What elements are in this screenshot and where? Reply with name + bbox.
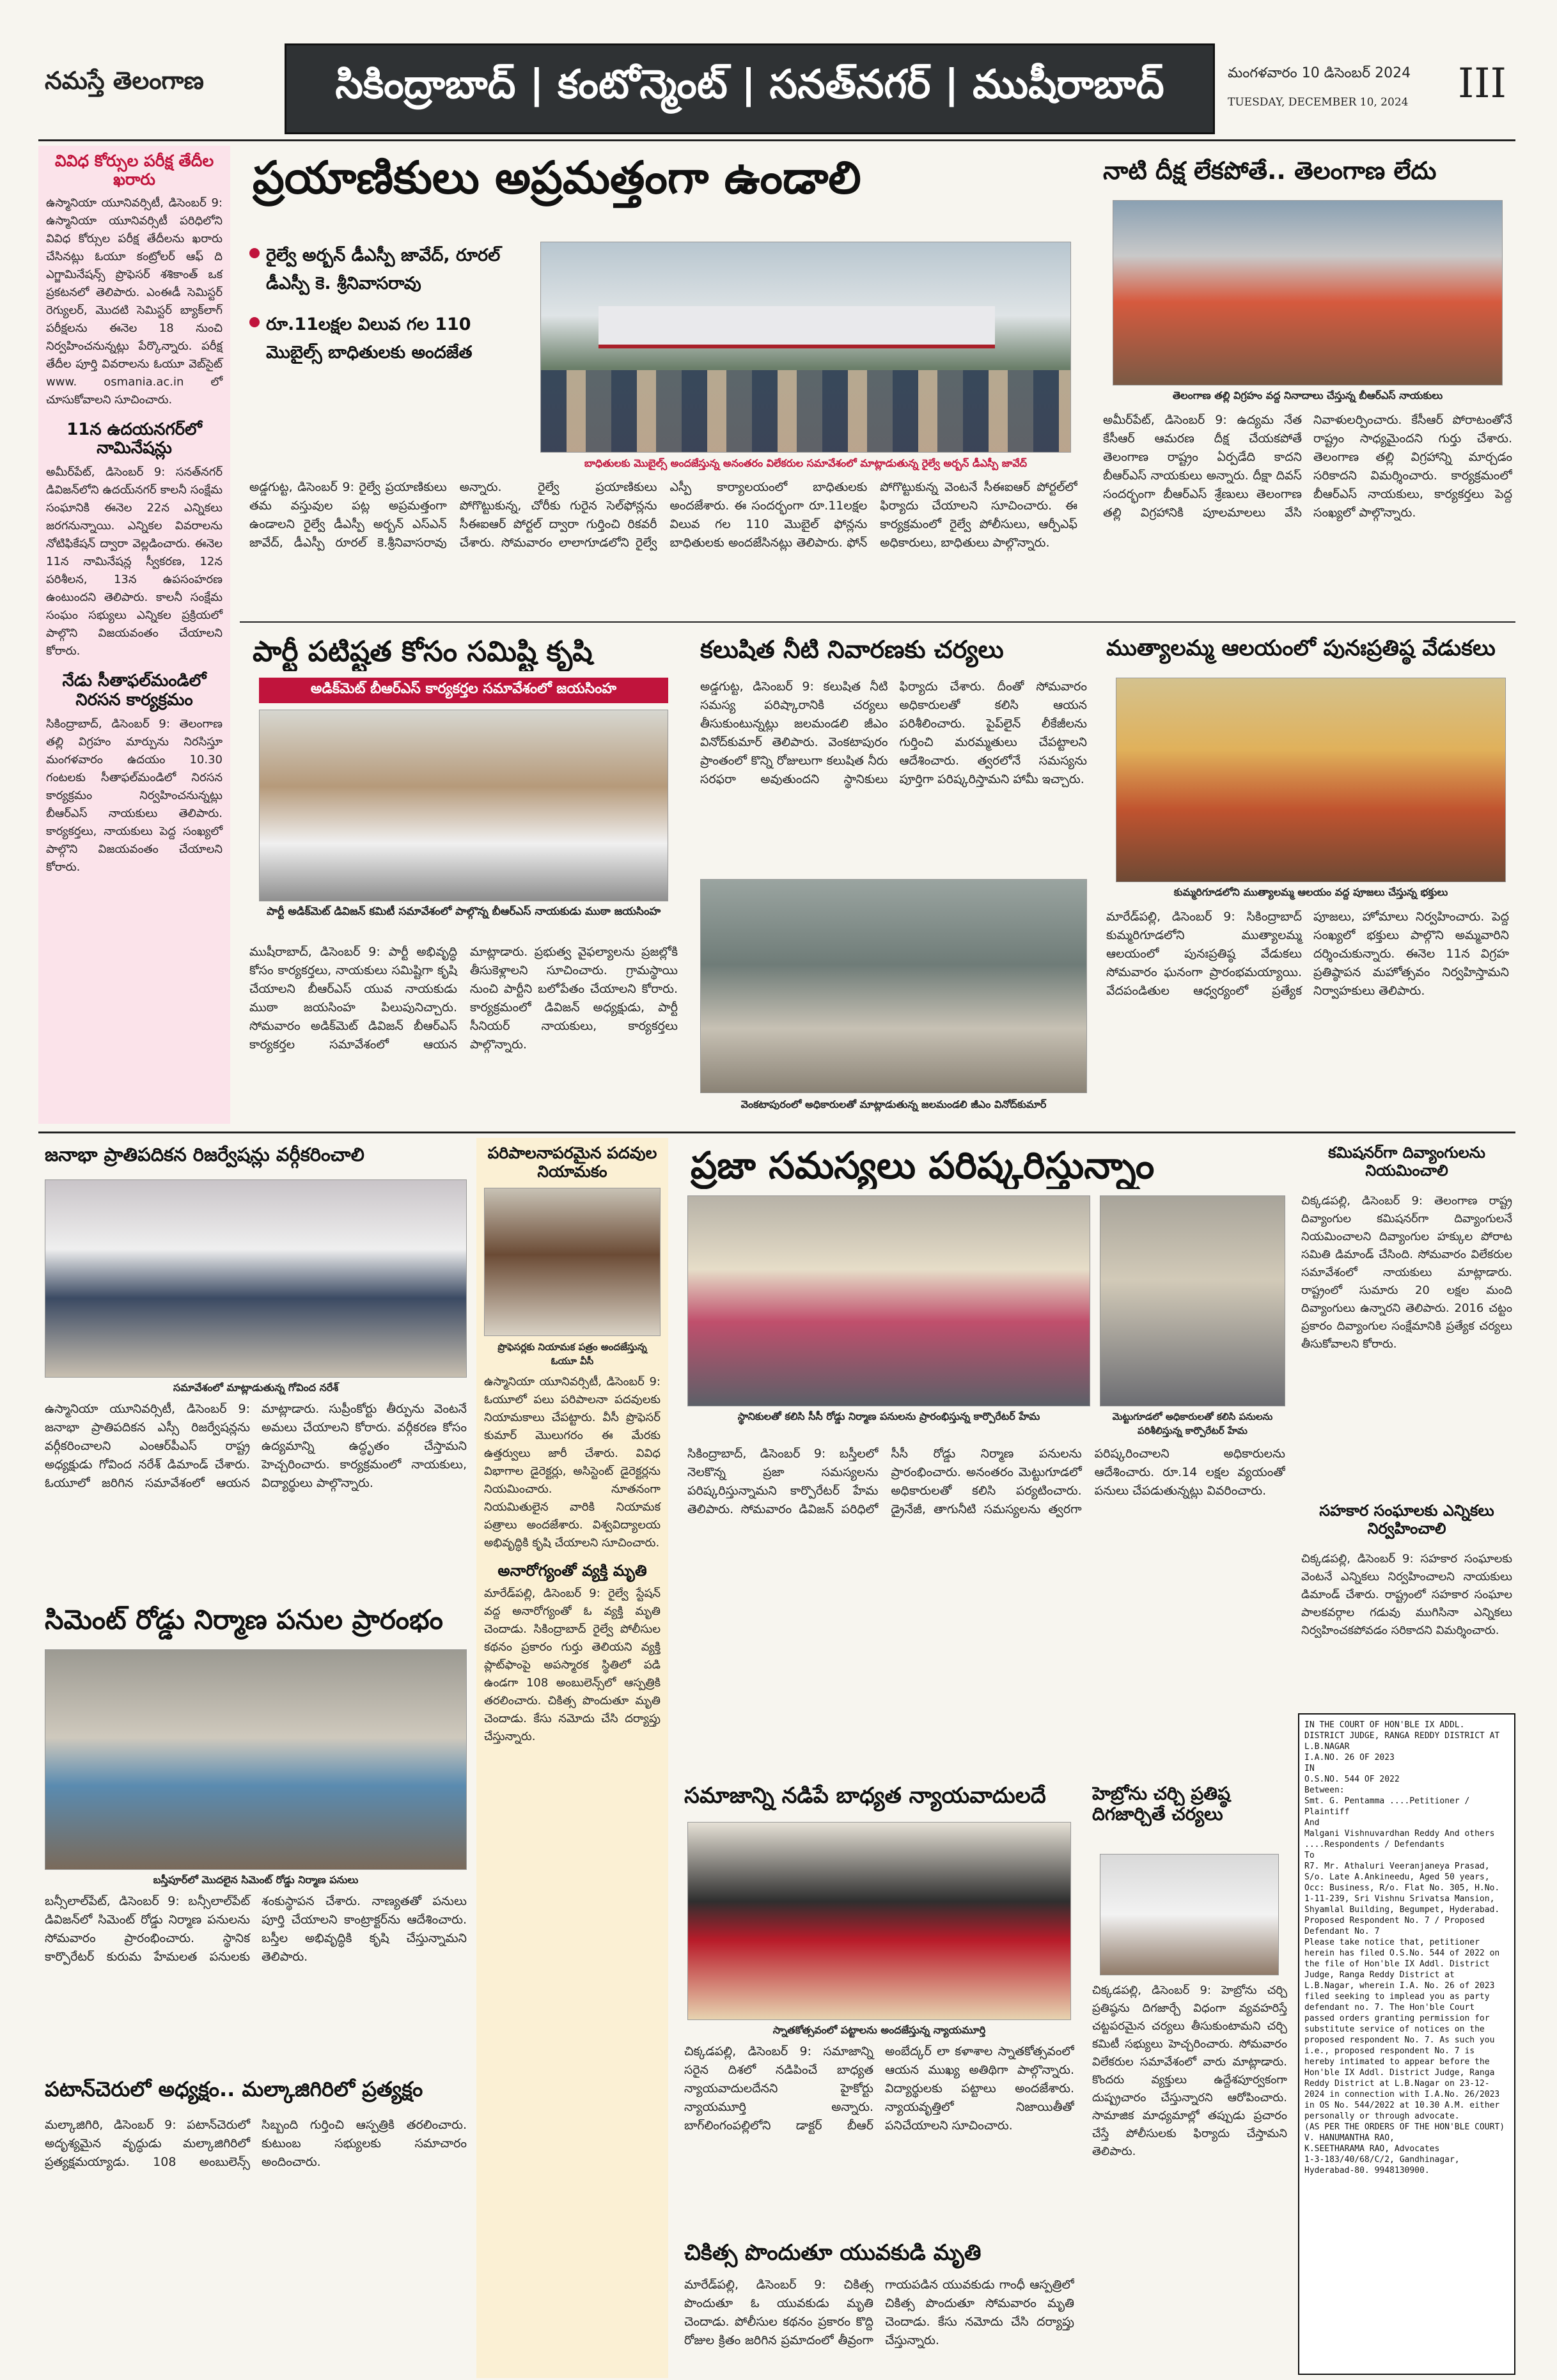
region-banner (285, 43, 1215, 134)
legal-notice-text: IN THE COURT OF HON'BLE IX ADDL. DISTRICT JUDGE, RANGA REDDY DISTRICT AT L.B.NAGAR I.A.NO. 26 OF 2023 IN O.S.NO. 544 OF 2022 Between: Smt. G. Pentamma ....Petitioner / Plaintiff And Malgani Vishnuvardhan Reddy And others ....Respondents / Defendants To R7. Mr. Athaluri Veeranjaneya Prasad, S/o. Late A.Ankineedu, Aged 50 years, Occ: Business, R/o. Flat No. 305, H.No. 1-11-239, Sri Vishnu Srivatsa Mansion, Shyamlal Building, Begumpet, Hyderabad. Proposed Respondent No. 7 / Proposed Defendant No. 7 Please take notice that, petitioner herein has filed O.S.No. 544 of 2022 on the file of Hon'ble IX Addl. District Judge, Ranga Reddy District at L.B.Nagar, wherein I.A. No. 26 of 2023 filed seeking to implead you as party defendant no. 7. The Hon'ble Court passed orders granting permission for substitute service of notices on the proposed respondent No. 7. As such you i.e., proposed respondent No. 7 is hereby intimated to appear before the Hon'ble IX Addl. District Judge, Ranga Reddy District at L.B.Nagar on 23-12-2024 in connection with I.A.No. 26/2023 in OS No. 544/2022 at 10.30 A.M. either personally or through advocate. (AS PER THE ORDERS OF THE HON'BLE COURT) V. HANUMANTHA RAO, K.SEETHARAMA RAO, Advocates 1-3-183/40/68/C/2, Gandhinagar, Hyderabad-80. 9948130900. (1304, 1720, 1505, 2175)
date-english: TUESDAY, DECEMBER 10, 2024 (1228, 96, 1409, 109)
party-story (240, 630, 687, 1125)
date-telugu: మంగళవారం 10 డిసెంబర్ 2024 (1228, 65, 1411, 81)
party-caption: పార్టీ అడిక్‌మెట్ డివిజన్ కమిటీ సమావేశంలో పాల్గొన్న బీఆర్‌ఎస్ నాయకుడు ముఠా జయసింహ (266, 905, 661, 918)
lead-bullets (249, 242, 531, 433)
left-column-briefs (38, 146, 230, 1124)
party-sub-text: అడిక్‌మెట్ బీఆర్‌ఎస్ కార్యకర్తల సమావేశంలో జయసింహ (310, 681, 617, 697)
posts-caption: ప్రొఫెసర్లకు నియామక పత్రం అందజేస్తున్న ఓయూ వీసీ (497, 1341, 647, 1367)
party-headline: పార్టీ పటిష్టత కోసం సమిష్టి కృషి (253, 636, 593, 668)
youth-death-headline: చికిత్స పొందుతూ యువకుడి మృతి (684, 2241, 982, 2266)
people-caption-2: మెట్టుగూడలో అధికారులతో కలిసి పనులను పరిశీలిస్తున్న కార్పొరేటర్ హేమ (1112, 1411, 1273, 1436)
brief-body-exams: ఉస్మానియా యూనివర్సిటీ, డిసెంబర్ 9: ఉస్మానియా యూనివర్సిటీ పరిధిలోని వివిధ కోర్సుల పరీక్ష తేదీలను ఖరారు చేసినట్లు ఓయూ కంట్రోలర్ ఆఫ్ ది ఎగ్జామినేషన్స్ ప్రొఫెసర్ శశికాంత్ ఒక ప్రకటనలో తెలిపారు. ఎంఈడీ సెమిస్టర్ రెగ్యులర్, మొదటి సెమిస్టర్ బ్యాక్‌లాగ్ పరీక్షలను ఈనెల 18 నుంచి నిర్వహించనున్నట్లు పేర్కొన్నారు. పరీక్ష తేదీల పూర్తి వివరాలను ఓయూ వెబ్‌సైట్ www. osmania.ac.in లో చూసుకోవాలని సూచించారు. (46, 196, 223, 407)
lawyer-photo (687, 1822, 1071, 2020)
bullet-icon (249, 317, 260, 327)
lead-body: అడ్డగుట్ట, డిసెంబర్ 9: రైల్వే ప్రయాణికులు తమ వస్తువుల పట్ల అప్రమత్తంగా ఉండాలని రైల్వే డీఎస్పీ అర్బన్ ఎస్ఎన్ జావేద్, డీఎస్పీ రూరల్ కె.శ్రీనివాసరావు అన్నారు. రైల్వే ప్రయాణికులు పోగొట్టుకున్న, చోరీకు గురైన సెల్‌ఫోన్లను సీఈఐఆర్ పోర్టల్ ద్వారా గుర్తించి రికవరీ చేశారు. సోమవారం లాలాగూడలోని రైల్వే ఎస్పీ కార్యాలయంలో బాధితులకు అందజేశారు. ఈ సందర్భంగా రూ.11లక్షల విలువ గల 110 మొబైల్ ఫోన్లను బాధితులకు అందజేసినట్లు తెలిపారు. ఫోన్ పోగొట్టుకున్న వెంటనే సీఈఐఆర్ పోర్టల్‌లో ఫిర్యాదు చేయాలని సూచించారు. ఈ కార్యక్రమంలో రైల్వే పోలీసులు, ఆర్పీఎఫ్ అధికారులు, బాధితులు పాల్గొన్నారు. (249, 480, 1077, 550)
reservations-body: ఉస్మానియా యూనివర్సిటీ, డిసెంబర్ 9: జనాభా ప్రాతిపదికన ఎస్సీ రిజర్వేషన్లను వర్గీకరించాలని ఎంఆర్‌పీఎస్ రాష్ట్ర అధ్యక్షుడు గోవింద నరేశ్ డిమాండ్ చేశారు. ఓయూలో జరిగిన సమావేశంలో ఆయన మాట్లాడారు. సుప్రీంకోర్టు తీర్పును వెంటనే అమలు చేయాలని కోరారు. వర్గీకరణ కోసం ఉద్యమాన్ని ఉద్ధృతం చేస్తామని హెచ్చరించారు. కార్యక్రమంలో నాయకులు, విద్యార్థులు పాల్గొన్నారు. (45, 1402, 467, 1490)
deeksha-headline: నాటి దీక్ష లేకపోతే.. తెలంగాణ లేదు (1103, 157, 1437, 185)
temple-body: మారేడ్‌పల్లి, డిసెంబర్ 9: సికింద్రాబాద్ కుమ్మరిగూడలోని ముత్యాలమ్మ ఆలయంలో పునఃప్రతిష్ఠ వేడుకలు సోమవారం ఘనంగా ప్రారంభమయ్యాయి. వేదపండితుల ఆధ్వర్యంలో ప్రత్యేక పూజలు, హోమాలు నిర్వహించారు. పెద్ద సంఖ్యలో భక్తులు పాల్గొని అమ్మవారిని దర్శించుకున్నారు. ఈనెల 11న విగ్రహ ప్రతిష్ఠాపన మహోత్సవం నిర్వహిస్తామని నిర్వాహకులు తెలిపారు. (1106, 910, 1509, 998)
water-story (694, 630, 1093, 1125)
church-headline: హెబ్రోను చర్చి ప్రతిష్ఠ దిగజార్చితే చర్యలు (1092, 1784, 1230, 1825)
lawyer-headline: సమాజాన్ని నడిపే బాధ్యత న్యాయవాదులదే (684, 1784, 1046, 1808)
legal-notice (1298, 1713, 1515, 2375)
missing-found-body: మల్కాజిగిరి, డిసెంబర్ 9: పటాన్‌చెరులో అదృశ్యమైన వృద్ధుడు మల్కాజిగిరిలో ప్రత్యక్షమయ్యాడు. 108 అంబులెన్స్ సిబ్బంది గుర్తించి ఆస్పత్రికి తరలించారు. కుటుంబ సభ్యులకు సమాచారం అందించారు. (45, 2118, 467, 2169)
lead-bullet-1: రైల్వే అర్బన్ డీఎస్పీ జావేద్, రూరల్ డీఎస్పీ కె. శ్రీనివాసరావు (266, 245, 501, 293)
lead-photo (540, 242, 1071, 453)
cement-road-body: బన్సీలాల్‌పేట్, డిసెంబర్ 9: బన్సీలాల్‌పేట్ డివిజన్‌లో సిమెంట్ రోడ్డు నిర్మాణ పనులను సోమవారం ప్రారంభించారు. స్థానిక కార్పొరేటర్ కురుమ హేమలత పనులకు శంకుస్థాపన చేశారు. నాణ్యతతో పనులు పూర్తి చేయాలని కాంట్రాక్టర్‌ను ఆదేశించారు. బస్తీల అభివృద్ధికి కృషి చేస్తున్నామని తెలిపారు. (45, 1894, 467, 1964)
cement-road-headline: సిమెంట్ రోడ్డు నిర్మాణ పనుల ప్రారంభం (45, 1605, 443, 1635)
brief-body-protest: సికింద్రాబాద్, డిసెంబర్ 9: తెలంగాణ తల్లి విగ్రహం మార్పును నిరసిస్తూ మంగళవారం ఉదయం 10.30 గంటలకు సీతాఫల్‌మండిలో నిరసన కార్యక్రమం నిర్వహించనున్నట్లు బీఆర్‌ఎస్ నాయకులు తెలిపారు. కార్యకర్తలు, నాయకులు పెద్ద సంఖ్యలో పాల్గొని విజయవంతం చేయాలని కోరారు. (46, 717, 223, 875)
youth-death-body: మారేడ్‌పల్లి, డిసెంబర్ 9: చికిత్స పొందుతూ ఓ యువకుడు మృతి చెందాడు. పోలీసుల కథనం ప్రకారం కొద్ది రోజుల క్రితం జరిగిన ప్రమాదంలో తీవ్రంగా గాయపడిన యువకుడు గాంధీ ఆస్పత్రిలో చికిత్స పొందుతూ సోమవారం మృతి చెందాడు. కేసు నమోదు చేసి దర్యాప్తు చేస్తున్నారు. (684, 2278, 1074, 2347)
lawyer-body: చిక్కడపల్లి, డిసెంబర్ 9: సమాజాన్ని సరైన దిశలో నడిపించే బాధ్యత న్యాయవాదులదేనని హైకోర్టు న్యాయమూర్తి అన్నారు. బాగ్‌లింగంపల్లిలోని డాక్టర్ బీఆర్ అంబేద్కర్ లా కళాశాల స్నాతకోత్సవంలో ఆయన ముఖ్య అతిథిగా పాల్గొన్నారు. విద్యార్థులకు పట్టాలు అందజేశారు. న్యాయవృత్తిలో నిజాయితీతో పనిచేయాలని సూచించారు. (684, 2044, 1074, 2133)
temple-photo (1116, 678, 1506, 882)
brief-heading-nominations: 11న ఉదయనగర్‌లో నామినేషన్లు (67, 419, 202, 458)
temple-caption: కుమ్మరిగూడలోని ముత్యాలమ్మ ఆలయం వద్ద పూజలు చేస్తున్న భక్తులు (1173, 886, 1448, 898)
section-rule (38, 1132, 1515, 1133)
party-photo (259, 710, 668, 901)
brief-heading-protest: నేడు సీతాఫల్‌మండిలో నిరసన కార్యక్రమం (62, 671, 207, 710)
lead-photo-caption: బాధితులకు మొబైల్స్ అందజేస్తున్న అనంతరం విలేకరుల సమావేశంలో మాట్లాడుతున్న రైల్వే అర్బన్ డీఎస్పీ జావేద్ (584, 457, 1028, 469)
masthead-rule (38, 139, 1515, 141)
people-photo-1 (687, 1195, 1090, 1406)
brief-heading-exams: వివిధ కోర్సుల పరీక్ష తేదీల ఖరారు (54, 152, 214, 189)
brand-logo (45, 66, 285, 111)
lawyer-story (678, 1777, 1081, 2378)
church-body: చిక్కడపల్లి, డిసెంబర్ 9: హెబ్రోను చర్చి ప్రతిష్ఠను దిగజార్చే విధంగా వ్యవహరిస్తే చట్టపరమైన చర్యలు తీసుకుంటామని చర్చి కమిటీ సభ్యులు హెచ్చరించారు. సోమవారం విలేకరుల సమావేశంలో వారు మాట్లాడారు. కొందరు వ్యక్తులు ఉద్దేశపూర్వకంగా దుష్ప్రచారం చేస్తున్నారని ఆరోపించారు. సామాజిక మాధ్యమాల్లో తప్పుడు ప్రచారం చేస్తే పోలీసులకు ఫిర్యాదు చేస్తామని తెలిపారు. (1092, 1984, 1287, 2158)
commissioner-headline: కమిషనర్‌గా దివ్యాంగులను నియమించాలి (1328, 1144, 1485, 1179)
missing-found-headline: పటాన్‌చెరులో అధ్యక్షం.. మల్కాజిగిరిలో ప్రత్యక్షం (45, 2078, 423, 2101)
deeksha-body: అమీర్‌పేట్, డిసెంబర్ 9: ఉద్యమ నేత కేసీఆర్ ఆమరణ దీక్ష చేయకపోతే తెలంగాణ రాష్ట్రం ఏర్పడేది కాదని బీఆర్‌ఎస్ నాయకులు అన్నారు. దీక్షా దివస్ సందర్భంగా బీఆర్‌ఎస్ శ్రేణులు తెలంగాణ తల్లి విగ్రహానికి పూలమాలలు వేసి నివాళులర్పించారు. కేసీఆర్ పోరాటంతోనే రాష్ట్రం సాధ్యమైందని గుర్తు చేశారు. తెలంగాణ తల్లి విగ్రహాన్ని మార్చడం సరికాదని విమర్శించారు. కార్యక్రమంలో బీఆర్‌ఎస్ నాయకులు, కార్యకర్తలు పెద్ద సంఖ్యలో పాల్గొన్నారు. (1103, 413, 1512, 520)
cement-road-photo (45, 1649, 467, 1870)
bullet-icon (249, 248, 260, 258)
posts-column (476, 1138, 668, 2378)
church-photo (1100, 1854, 1279, 1975)
page-number: III (1458, 60, 1506, 107)
deeksha-photo (1113, 200, 1503, 385)
temple-story (1100, 630, 1515, 1125)
people-photo-2 (1100, 1195, 1285, 1406)
brief-body-nominations: అమీర్‌పేట్, డిసెంబర్ 9: సనత్‌నగర్ డివిజన్‌లోని ఉదయ్‌నగర్ కాలనీ సంక్షేమ సంఘానికి ఈనెల 22న ఎన్నికలు జరగనున్నాయి. ఎన్నికల వివరాలను నోటిఫికేషన్ ద్వారా వెల్లడించారు. ఈనెల 11న నామినేషన్ల స్వీకరణ, 12న పరిశీలన, 13న ఉపసంహరణ ఉంటుందని తెలిపారు. కాలనీ సంక్షేమ సంఘం సభ్యులు ఎన్నికల ప్రక్రియలో పాల్గొని విజయవంతం చేయాలని కోరారు. (46, 465, 223, 658)
date-block (1228, 65, 1445, 123)
party-body: ముషీరాబాద్, డిసెంబర్ 9: పార్టీ అభివృద్ధి కోసం కార్యకర్తలు, నాయకులు సమిష్టిగా కృషి చేయాలని బీఆర్‌ఎస్ యువ నాయకుడు ముఠా జయసింహ పిలుపునిచ్చారు. సోమవారం అడిక్‌మెట్ డివిజన్ బీఆర్‌ఎస్ కార్యకర్తల సమావేశంలో ఆయన మాట్లాడారు. ప్రభుత్వ వైఫల్యాలను ప్రజల్లోకి తీసుకెళ్లాలని సూచించారు. గ్రామస్థాయి నుంచి పార్టీని బలోపేతం చేయాలని కోరారు. కార్యక్రమంలో డివిజన్ అధ్యక్షుడు, పార్టీ సీనియర్ నాయకులు, కార్యకర్తలు పాల్గొన్నారు. (249, 945, 678, 1052)
reservations-caption: సమావేశంలో మాట్లాడుతున్న గోవింద నరేశ్ (173, 1381, 339, 1394)
brand-name: నమస్తే తెలంగాణ (45, 66, 204, 95)
water-body: అడ్డగుట్ట, డిసెంబర్ 9: కలుషిత నీటి సమస్య పరిష్కారానికి చర్యలు తీసుకుంటున్నట్లు జలమండలి జీఎం వినోద్‌కుమార్ తెలిపారు. వెంకటాపురం ప్రాంతంలో కొన్ని రోజులుగా కలుషిత నీరు సరఫరా అవుతుందని స్థానికులు ఫిర్యాదు చేశారు. దీంతో సోమవారం అధికారులతో కలిసి ఆయన పరిశీలించారు. పైప్‌లైన్ లీకేజీలను గుర్తించి మరమ్మతులు చేపట్టాలని ఆదేశించారు. త్వరలోనే సమస్యను పూర్తిగా పరిష్కరిస్తామని హామీ ఇచ్చారు. (700, 680, 1087, 786)
reservations-photo (45, 1179, 467, 1378)
commissioner-body: చిక్కడపల్లి, డిసెంబర్ 9: తెలంగాణ రాష్ట్ర దివ్యాంగుల కమిషనర్‌గా దివ్యాంగులనే నియమించాలని దివ్యాంగుల హక్కుల పోరాట సమితి డిమాండ్ చేసింది. సోమవారం విలేకరుల సమావేశంలో నాయకులు మాట్లాడారు. రాష్ట్రంలో సుమారు 20 లక్షల మంది దివ్యాంగులు ఉన్నారని తెలిపారు. 2016 చట్టం ప్రకారం దివ్యాంగుల సంక్షేమానికి ప్రత్యేక చర్యలు తీసుకోవాలని కోరారు. (1301, 1194, 1512, 1351)
illness-death-headline: అనారోగ్యంతో వ్యక్తి మృతి (497, 1561, 647, 1580)
lead-bullet-2: రూ.11లక్షల విలువ గల 110 మొబైల్స్ బాధితులకు అందజేత (266, 315, 473, 362)
people-headline: ప్రజా సమస్యలు పరిష్కరిస్తున్నాం (691, 1144, 1155, 1187)
section-rule (240, 621, 1515, 623)
deeksha-caption: తెలంగాణ తల్లి విగ్రహం వద్ద నినాదాలు చేస్తున్న బీఆర్‌ఎస్ నాయకులు (1172, 389, 1443, 401)
people-body: సికింద్రాబాద్, డిసెంబర్ 9: బస్తీలలో నెలకొన్న ప్రజా సమస్యలను పరిష్కరిస్తున్నామని కార్పొరేటర్ హేమ తెలిపారు. సోమవారం డివిజన్ పరిధిలో సీసీ రోడ్డు నిర్మాణ పనులను ప్రారంభించారు. అనంతరం మెట్టుగూడలో అధికారులతో కలిసి పర్యటించారు. డ్రైనేజీ, తాగునీటి సమస్యలను త్వరగా పరిష్కరించాలని అధికారులను ఆదేశించారు. రూ.14 లక్షల వ్యయంతో పనులు చేపడుతున్నట్లు వివరించారు. (687, 1447, 1285, 1516)
posts-photo (484, 1188, 661, 1336)
right-story-deeksha (1097, 146, 1515, 619)
cooperative-body: చిక్కడపల్లి, డిసెంబర్ 9: సహకార సంఘాలకు వెంటనే ఎన్నికలు నిర్వహించాలని నాయకులు డిమాండ్ చేశారు. రాష్ట్రంలో సహకార సంఘాల పాలకవర్గాల గడువు ముగిసినా ఎన్నికలు నిర్వహించకపోవడం సరికాదని విమర్శించారు. (1301, 1552, 1512, 1637)
lead-story (240, 146, 1087, 619)
lead-headline: ప్రయాణికులు అప్రమత్తంగా ఉండాలి (253, 152, 861, 204)
masthead (38, 41, 1515, 137)
cement-road-caption: బస్తీపూర్‌లో మొదలైన సిమెంట్ రోడ్డు నిర్మాణ పనులు (153, 1874, 359, 1886)
posts-headline: పరిపాలనాపరమైన పదవుల నియామకం (487, 1144, 657, 1181)
cooperative-headline: సహకార సంఘాలకు ఎన్నికలు నిర్వహించాలి (1319, 1502, 1494, 1537)
water-headline: కలుషిత నీటి నివారణకు చర్యలు (700, 636, 1004, 664)
reservations-column (38, 1138, 473, 2378)
people-story (678, 1138, 1292, 1777)
temple-headline: ముత్యాలమ్మ ఆలయంలో పునఃప్రతిష్ఠ వేడుకలు (1106, 636, 1496, 661)
posts-body: ఉస్మానియా యూనివర్సిటీ, డిసెంబర్ 9: ఓయూలో పలు పరిపాలనా పదవులకు నియామకాలు చేపట్టారు. వీసీ ప్రొఫెసర్ కుమార్ మొలుగరం ఈ మేరకు ఉత్తర్వులు జారీ చేశారు. వివిధ విభాగాల డైరెక్టర్లు, అసిస్టెంట్ డైరెక్టర్లను నియమించారు. నూతనంగా నియమితులైన వారికి నియామక పత్రాలు అందజేశారు. విశ్వవిద్యాలయ అభివృద్ధికి కృషి చేయాలని సూచించారు. (484, 1374, 661, 1550)
church-story (1087, 1777, 1292, 2378)
reservations-headline: జనాభా ప్రాతిపదికన రిజర్వేషన్లు వర్గీకరించాలి (45, 1144, 364, 1165)
water-photo (700, 879, 1087, 1093)
region-title: సికింద్రాబాద్ | కంటోన్మెంట్ | సనత్‌నగర్ | ముషీరాబాద్ (335, 61, 1164, 107)
lawyer-caption: స్నాతకోత్సవంలో పట్టాలను అందజేస్తున్న న్యాయమూర్తి (772, 2024, 986, 2036)
people-caption-1: స్థానికులతో కలిసి సీసీ రోడ్డు నిర్మాణ పనులను ప్రారంభిస్తున్న కార్పొరేటర్ హేమ (737, 1410, 1040, 1422)
water-caption: వెంకటాపురంలో అధికారులతో మాట్లాడుతున్న జలమండలి జీఎం వినోద్‌కుమార్ (740, 1098, 1047, 1110)
party-subheading (259, 678, 668, 703)
illness-death-body: మారేడ్‌పల్లి, డిసెంబర్ 9: రైల్వే స్టేషన్ వద్ద అనారోగ్యంతో ఓ వ్యక్తి మృతి చెందాడు. సికింద్రాబాద్ రైల్వే పోలీసుల కథనం ప్రకారం గుర్తు తెలియని వ్యక్తి ప్లాట్‌ఫాంపై అపస్మారక స్థితిలో పడి ఉండగా 108 అంబులెన్స్‌లో ఆస్పత్రికి తరలించారు. చికిత్స పొందుతూ మృతి చెందాడు. కేసు నమోదు చేసి దర్యాప్తు చేస్తున్నారు. (484, 1587, 661, 1744)
right-column-briefs (1298, 1138, 1515, 2378)
